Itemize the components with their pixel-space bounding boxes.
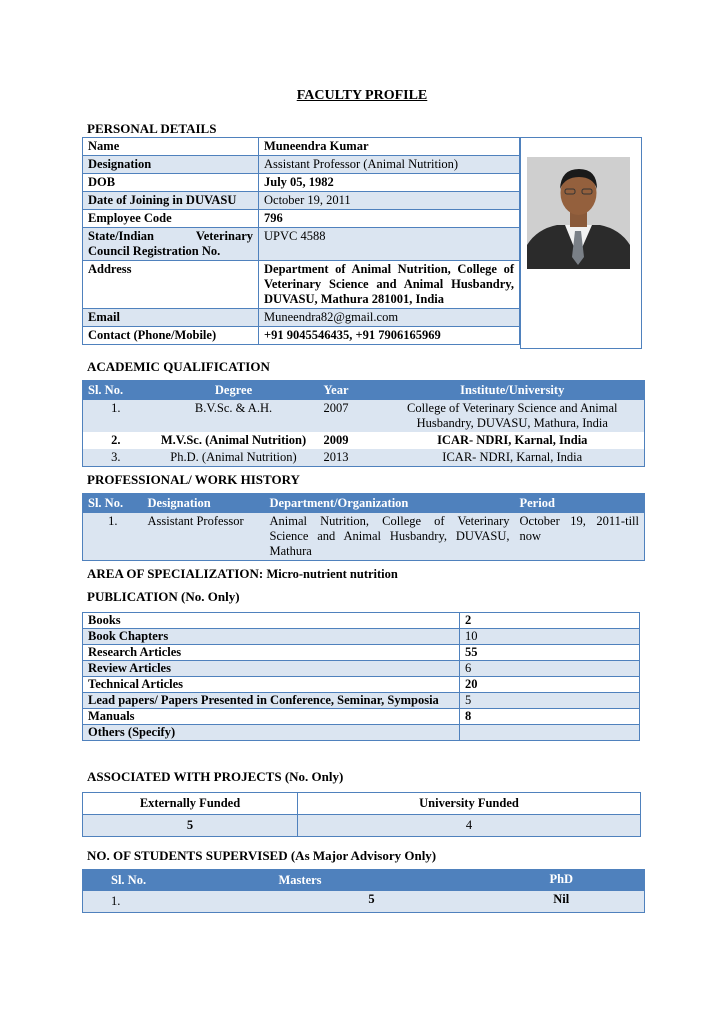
table-cell: 5 — [265, 891, 479, 913]
table-cell: October 19, 2011-till now — [515, 513, 645, 561]
table-cell: 2007 — [319, 400, 381, 432]
table-cell: Ph.D. (Animal Nutrition) — [149, 449, 319, 467]
publication-heading: PUBLICATION (No. Only) — [87, 589, 240, 604]
row-key: Employee Code — [83, 210, 259, 228]
row-value: Department of Animal Nutrition, College of Veterinary Science and Animal Husbandry, DUVASU, Mathura 281001, India — [259, 261, 520, 309]
table-cell: Animal Nutrition, College of Veterinary Science and Animal Husbandry, DUVASU, Mathura — [265, 513, 515, 561]
column-header: Period — [515, 494, 645, 514]
row-value: Muneendra82@gmail.com — [259, 309, 520, 327]
table-row — [83, 210, 520, 228]
photo-frame — [520, 137, 642, 349]
specialization-label: AREA OF SPECIALIZATION: — [87, 566, 264, 581]
row-value: 796 — [259, 210, 520, 228]
row-value: 6 — [460, 661, 640, 677]
table-cell: Assistant Professor — [143, 513, 265, 561]
table-cell: ICAR- NDRI, Karnal, India — [437, 433, 588, 447]
row-key: Technical Articles — [83, 677, 460, 693]
row-key: Book Chapters — [83, 629, 460, 645]
column-header: Department/Organization — [265, 494, 515, 514]
column-header: Masters — [265, 870, 479, 892]
row-key: Email — [83, 309, 259, 327]
row-key: Books — [83, 613, 460, 629]
table-cell: ICAR- NDRI, Karnal, India — [381, 449, 645, 467]
row-key: Name — [83, 138, 259, 156]
row-value: 55 — [460, 645, 640, 661]
personal-details-heading: PERSONAL DETAILS — [87, 121, 217, 136]
table-cell: 1. — [83, 400, 149, 432]
row-key: Designation — [83, 156, 259, 174]
row-value: 5 — [460, 693, 640, 709]
table-row — [83, 661, 640, 677]
table-cell: 2009 — [323, 433, 349, 447]
column-header: Designation — [143, 494, 265, 514]
table-row — [83, 192, 520, 210]
students-table — [82, 869, 645, 913]
row-value: 8 — [460, 709, 640, 725]
row-value: July 05, 1982 — [259, 174, 520, 192]
table-row — [83, 645, 640, 661]
profile-photo — [527, 157, 630, 269]
column-header: Sl. No. — [83, 870, 265, 892]
publication-table — [82, 612, 640, 741]
row-value: 10 — [460, 629, 640, 645]
table-row — [83, 400, 645, 432]
table-cell: Nil — [479, 891, 645, 913]
table-cell: 2. — [111, 433, 121, 447]
table-row — [83, 156, 520, 174]
work-history-heading: PROFESSIONAL/ WORK HISTORY — [87, 472, 300, 487]
row-key: State/Indian Veterinary Council Registration No. — [83, 228, 259, 261]
page-title: FACULTY PROFILE — [296, 88, 428, 103]
row-key: Date of Joining in DUVASU — [83, 192, 259, 210]
column-header: University Funded — [298, 793, 641, 815]
table-row — [83, 432, 645, 449]
table-row — [83, 629, 640, 645]
column-header: Institute/University — [381, 381, 645, 401]
row-value: Muneendra Kumar — [259, 138, 520, 156]
row-value: +91 9045546435, +91 7906165969 — [259, 327, 520, 345]
row-value: UPVC 4588 — [259, 228, 520, 261]
table-row — [83, 891, 645, 913]
column-header: Degree — [149, 381, 319, 401]
row-value: 20 — [460, 677, 640, 693]
row-value — [460, 725, 640, 741]
column-header: PhD — [479, 870, 645, 892]
row-key: Contact (Phone/Mobile) — [83, 327, 259, 345]
table-row — [83, 709, 640, 725]
table-cell: College of Veterinary Science and Animal Husbandry, DUVASU, Mathura, India — [381, 400, 645, 432]
row-key: Review Articles — [83, 661, 460, 677]
row-value: Assistant Professor (Animal Nutrition) — [259, 156, 520, 174]
row-key: Research Articles — [83, 645, 460, 661]
specialization-line — [87, 566, 398, 582]
table-row — [83, 327, 520, 345]
projects-heading: ASSOCIATED WITH PROJECTS (No. Only) — [87, 769, 344, 784]
table-header-row — [83, 870, 645, 892]
row-key: Lead papers/ Papers Presented in Conference, Seminar, Symposia — [83, 693, 460, 709]
table-row — [83, 725, 640, 741]
work-history-table — [82, 493, 645, 561]
academic-qualification-table — [82, 380, 645, 467]
column-header: Sl. No. — [83, 494, 143, 514]
table-cell: 1. — [83, 891, 265, 913]
row-value: 2 — [460, 613, 640, 629]
table-row — [83, 815, 641, 837]
table-header-row — [83, 381, 645, 401]
table-row — [83, 677, 640, 693]
table-cell: 1. — [83, 513, 143, 561]
table-row — [83, 138, 520, 156]
table-row — [83, 228, 520, 261]
table-cell: 5 — [83, 815, 298, 837]
table-cell: B.V.Sc. & A.H. — [149, 400, 319, 432]
table-row — [83, 309, 520, 327]
table-cell: 4 — [298, 815, 641, 837]
table-row — [83, 261, 520, 309]
academic-qualification-heading: ACADEMIC QUALIFICATION — [87, 359, 270, 374]
specialization-value: Micro-nutrient nutrition — [266, 567, 398, 581]
table-row — [83, 174, 520, 192]
table-row — [83, 449, 645, 467]
students-heading: NO. OF STUDENTS SUPERVISED (As Major Advisory Only) — [87, 848, 437, 863]
projects-table — [82, 792, 641, 837]
row-key: Address — [83, 261, 259, 309]
column-header: Sl. No. — [83, 381, 149, 401]
row-key: DOB — [83, 174, 259, 192]
table-cell: 3. — [83, 449, 149, 467]
table-cell: M.V.Sc. (Animal Nutrition) — [160, 433, 307, 447]
column-header: Externally Funded — [83, 793, 298, 815]
row-key: Others (Specify) — [83, 725, 460, 741]
table-row — [83, 513, 645, 561]
personal-details-table — [82, 137, 520, 345]
table-cell: 2013 — [319, 449, 381, 467]
person-portrait-icon — [527, 157, 630, 269]
row-key: Manuals — [83, 709, 460, 725]
table-row — [83, 613, 640, 629]
table-header-row — [83, 494, 645, 514]
row-value: October 19, 2011 — [259, 192, 520, 210]
column-header: Year — [319, 381, 381, 401]
table-row — [83, 693, 640, 709]
table-header-row — [83, 793, 641, 815]
